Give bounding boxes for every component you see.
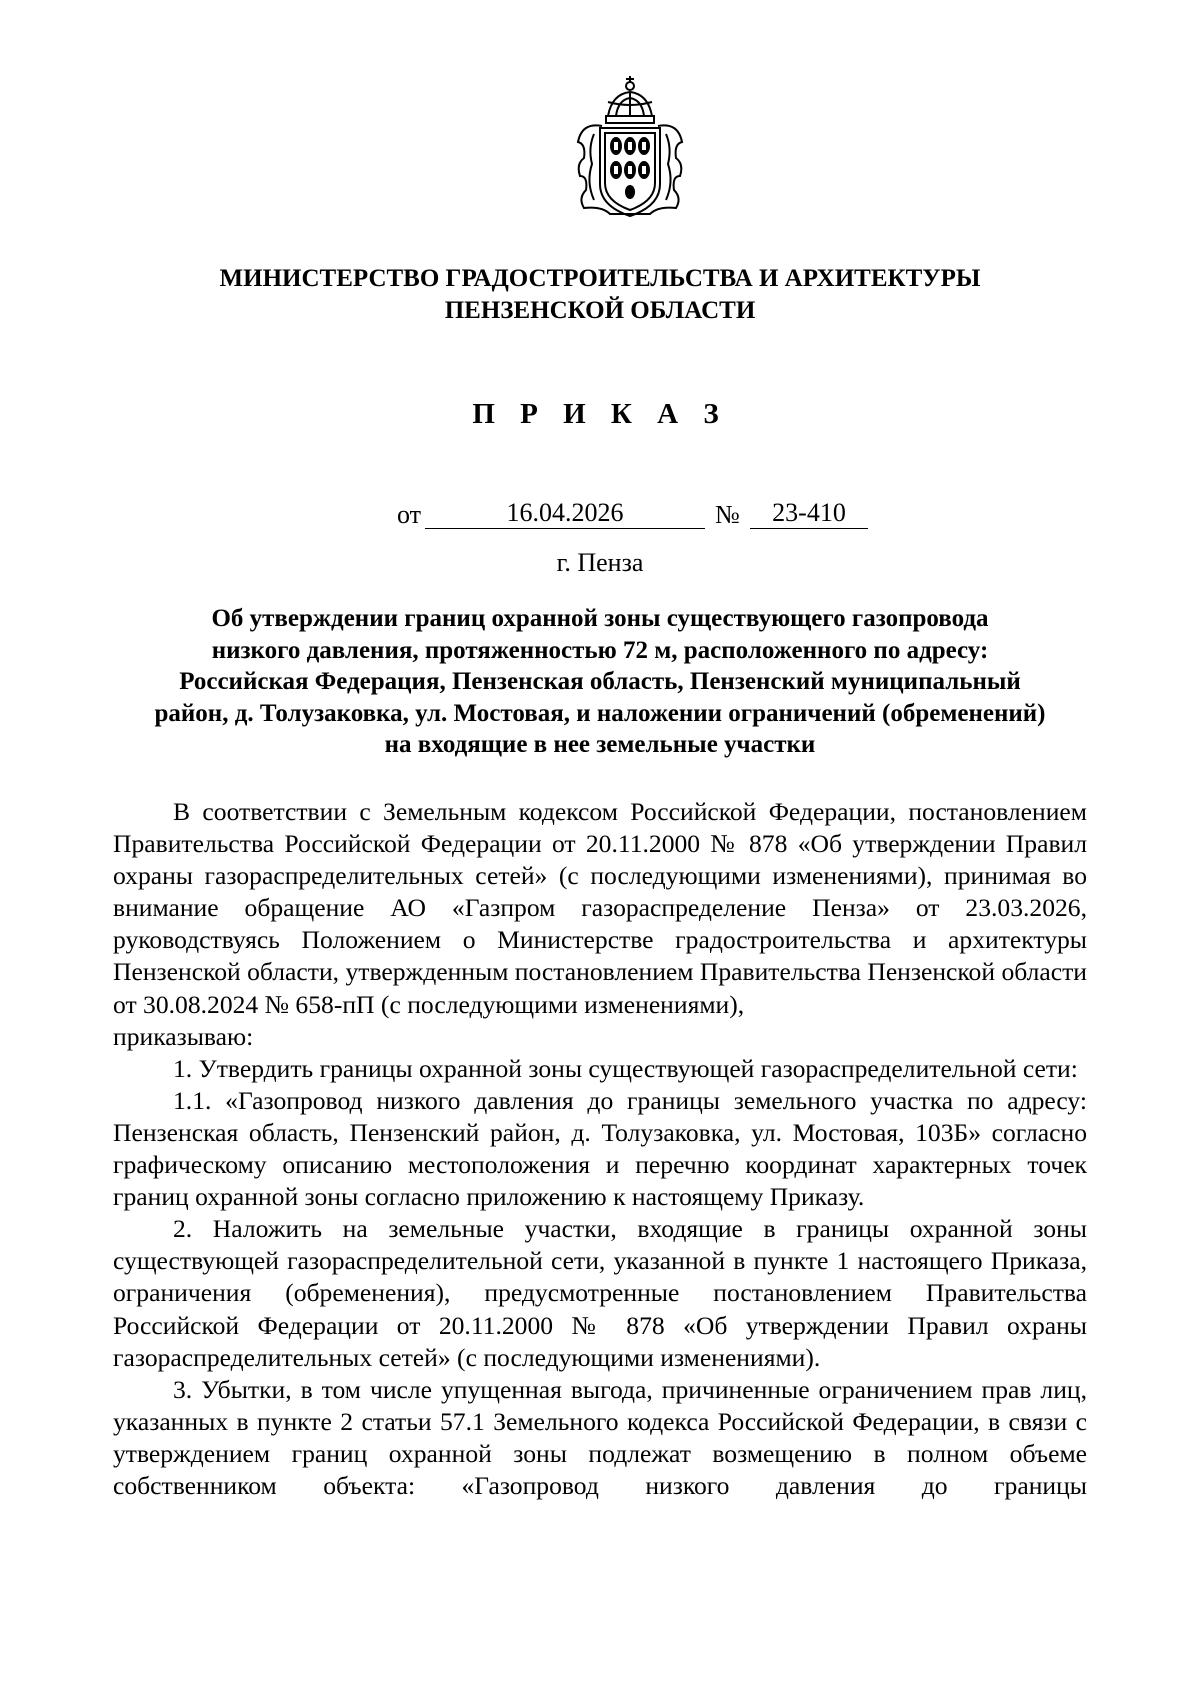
order-date: 16.04.2026 <box>425 498 705 529</box>
order-word: приказываю: <box>113 1021 254 1051</box>
order-title <box>110 603 1090 761</box>
document-type-title: П Р И К А З <box>472 398 728 430</box>
item-3: 3. Убытки, в том числе упущенная выгода, причиненные ограничением прав лиц, указанных в пункте 2 статьи 57.1 Земельного кодекса Российской Федерации, в связи с утверждением границ охранной зоны подлежат возмещению в полном объеме собственником объекта: «Газопровод низкого давления до границы <box>113 1374 1087 1500</box>
coat-of-arms-icon <box>572 72 688 224</box>
number-label: № <box>715 500 740 529</box>
order-number: 23-410 <box>750 498 868 529</box>
item-2: 2. Наложить на земельные участки, входящие в границы охранной зоны существующей газораспределительной сети, указанной в пункте 1 настоящего Приказа, ограничения (обременения), предусмотренные постановлением Правительства Российской Федерации от 20.11.2000 № 878 «Об утверждении Правил охраны газораспределительных сетей» (с последующими изменениями). <box>113 1214 1087 1372</box>
ministry-name-line1: МИНИСТЕРСТВО ГРАДОСТРОИТЕЛЬСТВА И АРХИТЕКТУРЫ <box>219 265 981 292</box>
item-1-1: 1.1. «Газопровод низкого давления до границы земельного участка по адресу: Пензенская область, Пензенский район, д. Толузаковка, ул. Мостовая, 103Б» согласно графическому описанию местоположения и перечню координат характерных точек границ охранной зоны согласно приложению к настоящему Приказу. <box>113 1085 1087 1212</box>
ministry-name <box>100 263 1100 327</box>
ministry-name-line2: ПЕНЗЕНСКОЙ ОБЛАСТИ <box>444 297 756 324</box>
issuing-city: г. Пенза <box>556 548 644 577</box>
order-body <box>113 796 1087 1502</box>
order-title-line2: низкого давления, протяженностью 72 м, расположенного по адресу: <box>211 636 989 664</box>
order-title-line3: Российская Федерация, Пензенская область, Пензенский муниципальный <box>179 668 1021 696</box>
item-1: 1. Утвердить границы охранной зоны существующей газораспределительной сети: <box>173 1053 1078 1083</box>
order-title-line1: Об утверждении границ охранной зоны существующего газопровода <box>211 605 989 632</box>
preamble-paragraph: В соответствии с Земельным кодексом Российской Федерации, постановлением Правительства Российской Федерации от 20.11.2000 № 878 «Об утверждении Правил охраны газораспределительных сетей» (с последующими изменениями), принимая во внимание обращение АО «Газпром газораспределение Пенза» от 23.03.2026, руководствуясь Положением о Министерстве градостроительства и архитектуры Пензенской области, утвержденным постановлением Правительства Пензенской области от 30.08.2024 № 658-пП (с последующими изменениями), <box>113 797 1087 1019</box>
date-number-line <box>0 498 1200 532</box>
from-label: от <box>397 500 422 529</box>
order-title-line5: на входящие в нее земельные участки <box>384 731 816 759</box>
order-title-line4: район, д. Толузаковка, ул. Мостовая, и наложении ограничений (обременений) <box>154 699 1046 727</box>
